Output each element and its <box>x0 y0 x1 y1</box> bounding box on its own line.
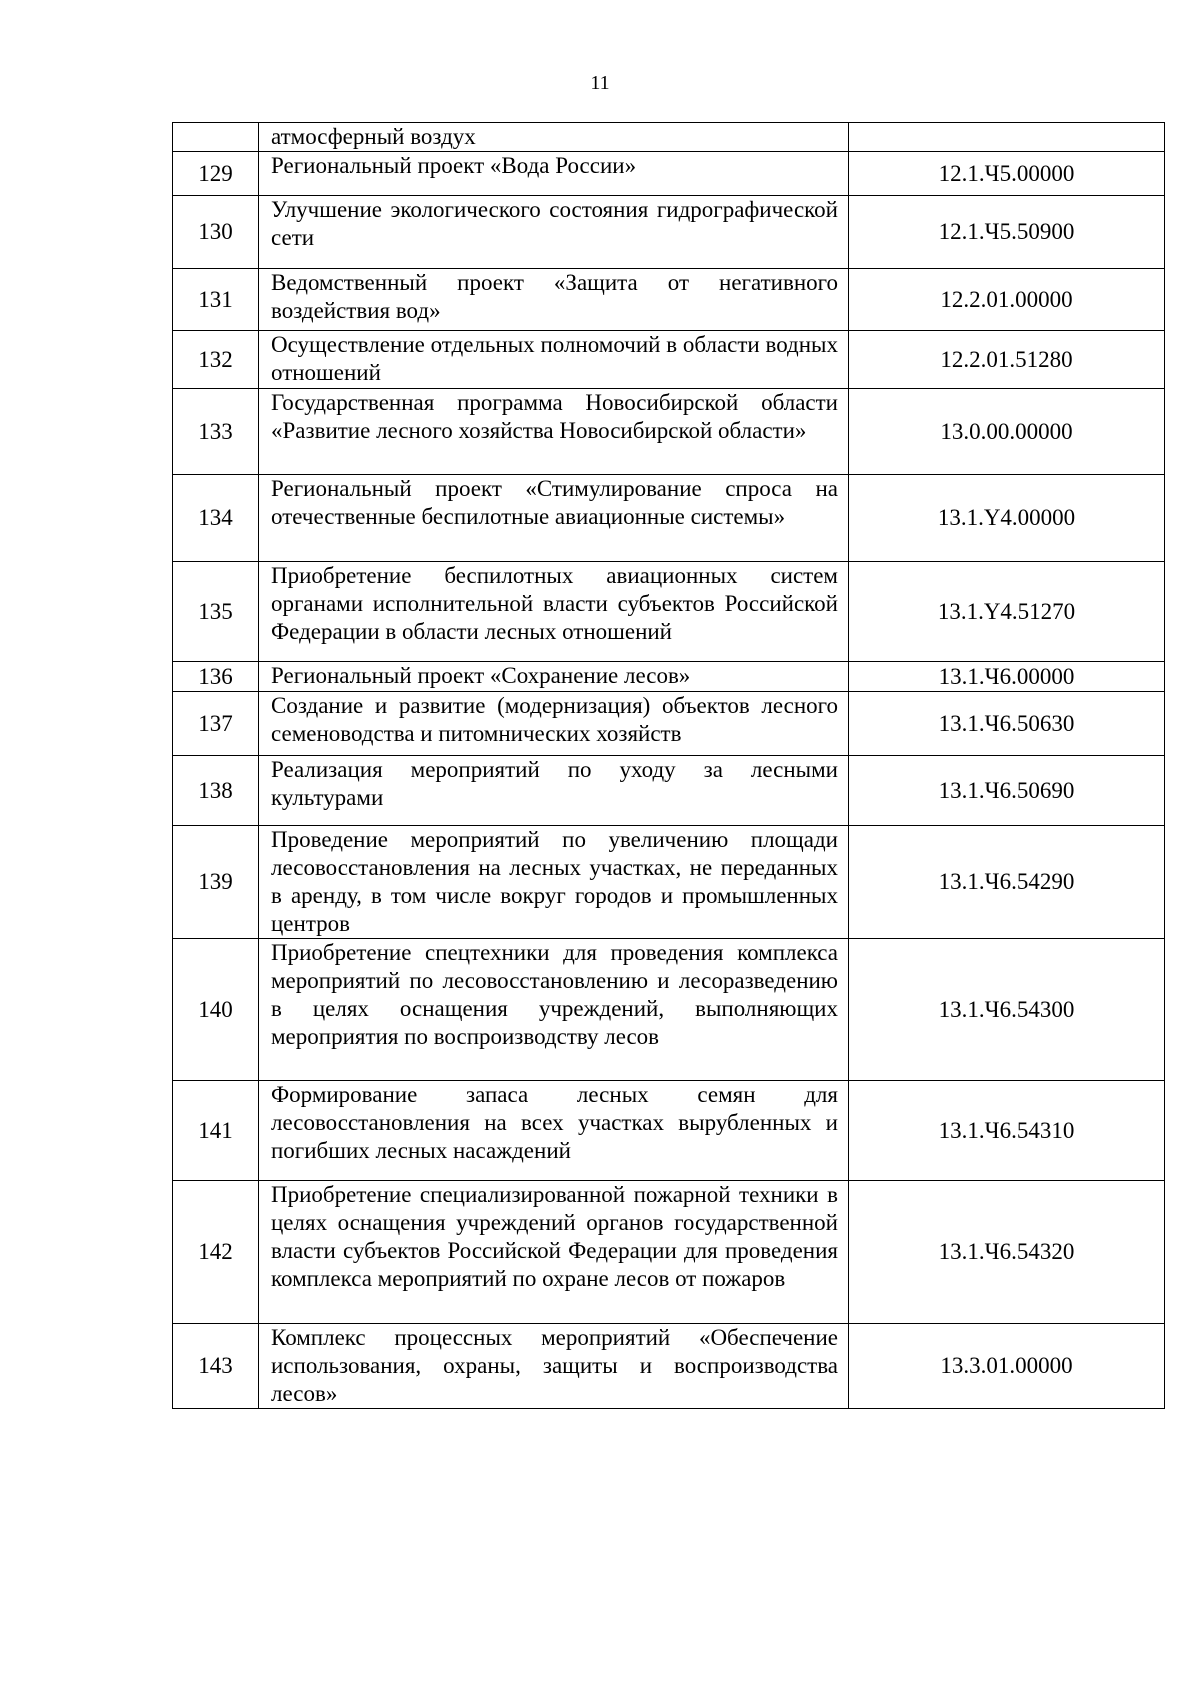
budget-classification-table <box>172 122 1165 1409</box>
item-name-cell: Приобретение спецтехники для проведения комплекса мероприятий по лесовосстановлению и лесоразведению в целях оснащения учреждений, выполняющих мероприятия по воспроизводству лесов <box>259 939 849 1081</box>
table-row <box>173 826 1165 939</box>
table-row <box>173 756 1165 826</box>
row-number-cell: 130 <box>173 196 259 269</box>
item-name-cell: Региональный проект «Стимулирование спроса на отечественные беспилотные авиационные системы» <box>259 475 849 562</box>
item-name-cell: Создание и развитие (модернизация) объектов лесного семеноводства и питомнических хозяйств <box>259 692 849 756</box>
item-name-cell: Комплекс процессных мероприятий «Обеспечение использования, охраны, защиты и воспроизводства лесов» <box>259 1324 849 1409</box>
row-number-cell: 135 <box>173 562 259 662</box>
row-number-cell <box>173 123 259 152</box>
table-row <box>173 662 1165 692</box>
table-row <box>173 389 1165 475</box>
classification-code-cell: 13.1.Y4.00000 <box>849 475 1165 562</box>
classification-code-cell: 13.1.Ч6.50690 <box>849 756 1165 826</box>
row-number-cell: 136 <box>173 662 259 692</box>
classification-code-cell: 13.1.Ч6.00000 <box>849 662 1165 692</box>
classification-code-cell: 12.1.Ч5.00000 <box>849 152 1165 196</box>
item-name-cell: Ведомственный проект «Защита от негативного воздействия вод» <box>259 269 849 331</box>
item-name-cell: Проведение мероприятий по увеличению площади лесовосстановления на лесных участках, не переданных в аренду, в том числе вокруг городов и промышленных центров <box>259 826 849 939</box>
row-number-cell: 139 <box>173 826 259 939</box>
item-name-cell: Осуществление отдельных полномочий в области водных отношений <box>259 331 849 389</box>
row-number-cell: 129 <box>173 152 259 196</box>
table-row <box>173 123 1165 152</box>
item-name-cell: атмосферный воздух <box>259 123 849 152</box>
table-row <box>173 1181 1165 1324</box>
table-row <box>173 475 1165 562</box>
classification-code-cell: 13.1.Ч6.54300 <box>849 939 1165 1081</box>
item-name-cell: Государственная программа Новосибирской области «Развитие лесного хозяйства Новосибирской области» <box>259 389 849 475</box>
page-number: 11 <box>590 72 610 94</box>
row-number-cell: 134 <box>173 475 259 562</box>
table-row <box>173 562 1165 662</box>
classification-code-cell: 12.1.Ч5.50900 <box>849 196 1165 269</box>
row-number-cell: 137 <box>173 692 259 756</box>
item-name-cell: Формирование запаса лесных семян для лесовосстановления на всех участках вырубленных и погибших лесных насаждений <box>259 1081 849 1181</box>
classification-code-cell: 13.1.Ч6.50630 <box>849 692 1165 756</box>
item-name-cell: Улучшение экологического состояния гидрографической сети <box>259 196 849 269</box>
classification-code-cell: 12.2.01.00000 <box>849 269 1165 331</box>
classification-code-cell: 12.2.01.51280 <box>849 331 1165 389</box>
classification-code-cell: 13.1.Ч6.54320 <box>849 1181 1165 1324</box>
classification-code-cell: 13.1.Ч6.54310 <box>849 1081 1165 1181</box>
row-number-cell: 142 <box>173 1181 259 1324</box>
item-name-cell: Приобретение беспилотных авиационных систем органами исполнительной власти субъектов Российской Федерации в области лесных отношений <box>259 562 849 662</box>
table-row <box>173 939 1165 1081</box>
classification-code-cell <box>849 123 1165 152</box>
table-row <box>173 331 1165 389</box>
table-row <box>173 269 1165 331</box>
table-row <box>173 152 1165 196</box>
row-number-cell: 141 <box>173 1081 259 1181</box>
row-number-cell: 140 <box>173 939 259 1081</box>
row-number-cell: 131 <box>173 269 259 331</box>
table-body <box>173 123 1165 1409</box>
row-number-cell: 133 <box>173 389 259 475</box>
item-name-cell: Реализация мероприятий по уходу за лесными культурами <box>259 756 849 826</box>
classification-code-cell: 13.1.Y4.51270 <box>849 562 1165 662</box>
table-row <box>173 1081 1165 1181</box>
item-name-cell: Приобретение специализированной пожарной техники в целях оснащения учреждений органов государственной власти субъектов Российской Федерации для проведения комплекса мероприятий по охране лесов от пожаров <box>259 1181 849 1324</box>
row-number-cell: 143 <box>173 1324 259 1409</box>
item-name-cell: Региональный проект «Сохранение лесов» <box>259 662 849 692</box>
item-name-cell: Региональный проект «Вода России» <box>259 152 849 196</box>
classification-code-cell: 13.1.Ч6.54290 <box>849 826 1165 939</box>
row-number-cell: 132 <box>173 331 259 389</box>
classification-code-cell: 13.3.01.00000 <box>849 1324 1165 1409</box>
table-row <box>173 196 1165 269</box>
classification-code-cell: 13.0.00.00000 <box>849 389 1165 475</box>
table-row <box>173 1324 1165 1409</box>
table-row <box>173 692 1165 756</box>
row-number-cell: 138 <box>173 756 259 826</box>
